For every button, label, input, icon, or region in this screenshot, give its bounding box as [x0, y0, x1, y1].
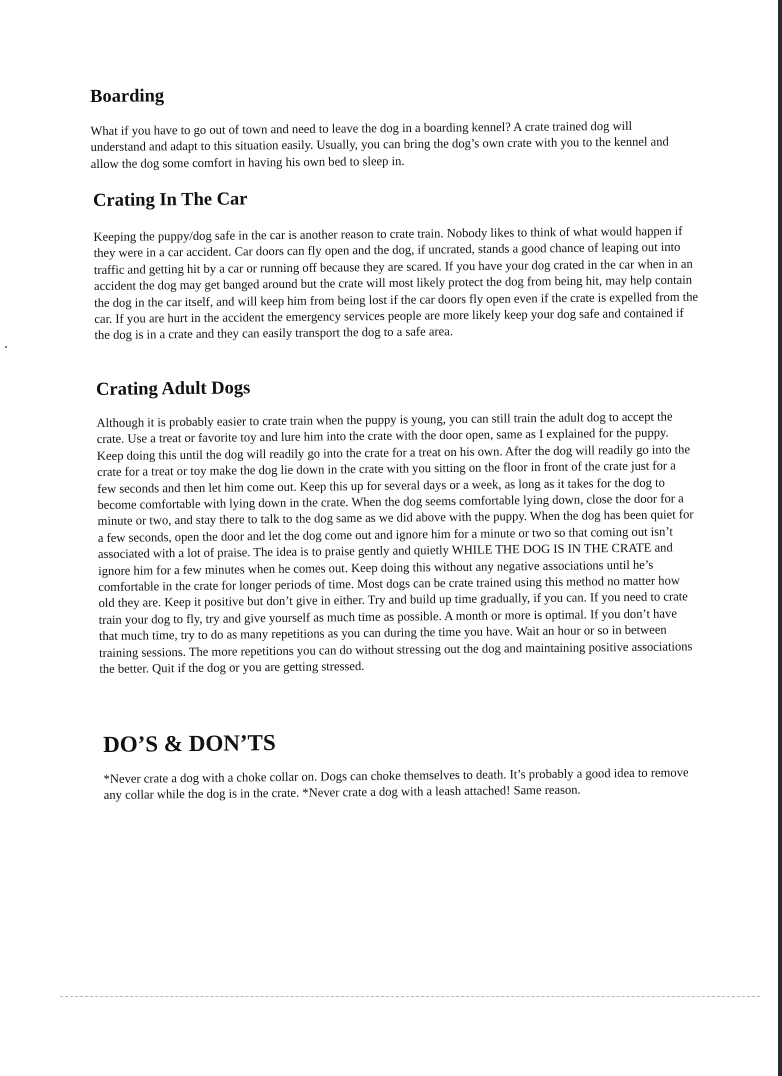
paragraph-dos-and-donts: *Never crate a dog with a choke collar on. Dogs can choke themselves to death. It’s probably a good idea to remove any collar while the dog is in the crate. *Never crate a dog with a leash attached! Same reason.	[103, 765, 689, 803]
heading-crating-in-the-car: Crating In The Car	[93, 189, 248, 211]
scan-artifact-line	[60, 996, 760, 997]
section-crating-in-the-car	[93, 184, 699, 344]
section-dos-and-donts	[103, 724, 704, 804]
scan-speck	[5, 346, 7, 348]
heading-dos-and-donts: DO’S & DON’TS	[103, 730, 276, 757]
section-boarding	[90, 80, 691, 172]
paragraph-crating-adult-dogs: Although it is probably easier to crate train when the puppy is young, you can still train the adult dog to accept the crate. Use a treat or favorite toy and lure him into the crate with the door open, same as I explained for the puppy. Keep doing this until the dog will readily go into the crate for a treat on his own. After the dog will readily go into the crate for a treat or toy make the dog lie down in the crate with you sitting on the floor in front of the crate just for a few seconds and then let him come out. Keep this up for several days or a week, as long as it takes for the dog to become comfortable with lying down in the crate. When the dog seems comfortable lying down, close the door for a minute or two, and stay there to talk to the dog same as we did above with the puppy. When the dog has been quiet for a few seconds, open the door and let the dog come out and ignore him for a minute or two so that coming out isn’t associated with a lot of praise. The idea is to praise gently and quietly WHILE THE DOG IS IN THE CRATE and ignore him for a few minutes when he comes out. Keep doing this without any negative associations until he’s comfortable in the crate for longer periods of time. Most dogs can be crate trained using this method no matter how old they are. Keep it positive but don’t give in either. Try and build up time gradually, if you can. If you need to crate train your dog to fly, try and give yourself as much time as possible. A month or more is optimal. If you don’t have that much time, try to do as many repetitions as you can during the time you have. Wait an hour or so in between training sessions. The more repetitions you can do without stressing out the dog and maintaining positive associations the better. Quit if the dog or you are getting stressed.	[96, 409, 694, 677]
paragraph-crating-in-the-car: Keeping the puppy/dog safe in the car is another reason to crate train. Nobody likes to think of what would happen if they were in a car accident. Car doors can fly open and the dog, if uncrated, stands a good chance of leaping out into traffic and getting hit by a car or running off because they are scared. If you have your dog crated in the car when in an accident the dog may get banged around but the crate will most likely protect the dog from being hit, may help contain the dog in the car itself, and will keep him from being lost if the car doors fly open even if the crate is expelled from the car. If you are hurt in the accident the emergency services people are more likely keep your dog safe and contained if the dog is in a crate and they can easily transport the dog to a safe area.	[93, 223, 699, 343]
heading-boarding: Boarding	[90, 86, 165, 107]
paragraph-boarding: What if you have to go out of town and need to leave the dog in a boarding kennel? A crate trained dog will understand and adapt to this situation easily. Usually, you can bring the dog’s own crate with you to the kennel and allow the dog some comfort in having his own bed to sleep in.	[90, 118, 669, 171]
section-crating-adult-dogs	[96, 372, 699, 677]
heading-crating-adult-dogs: Crating Adult Dogs	[96, 378, 251, 400]
scan-right-edge	[778, 0, 782, 1076]
